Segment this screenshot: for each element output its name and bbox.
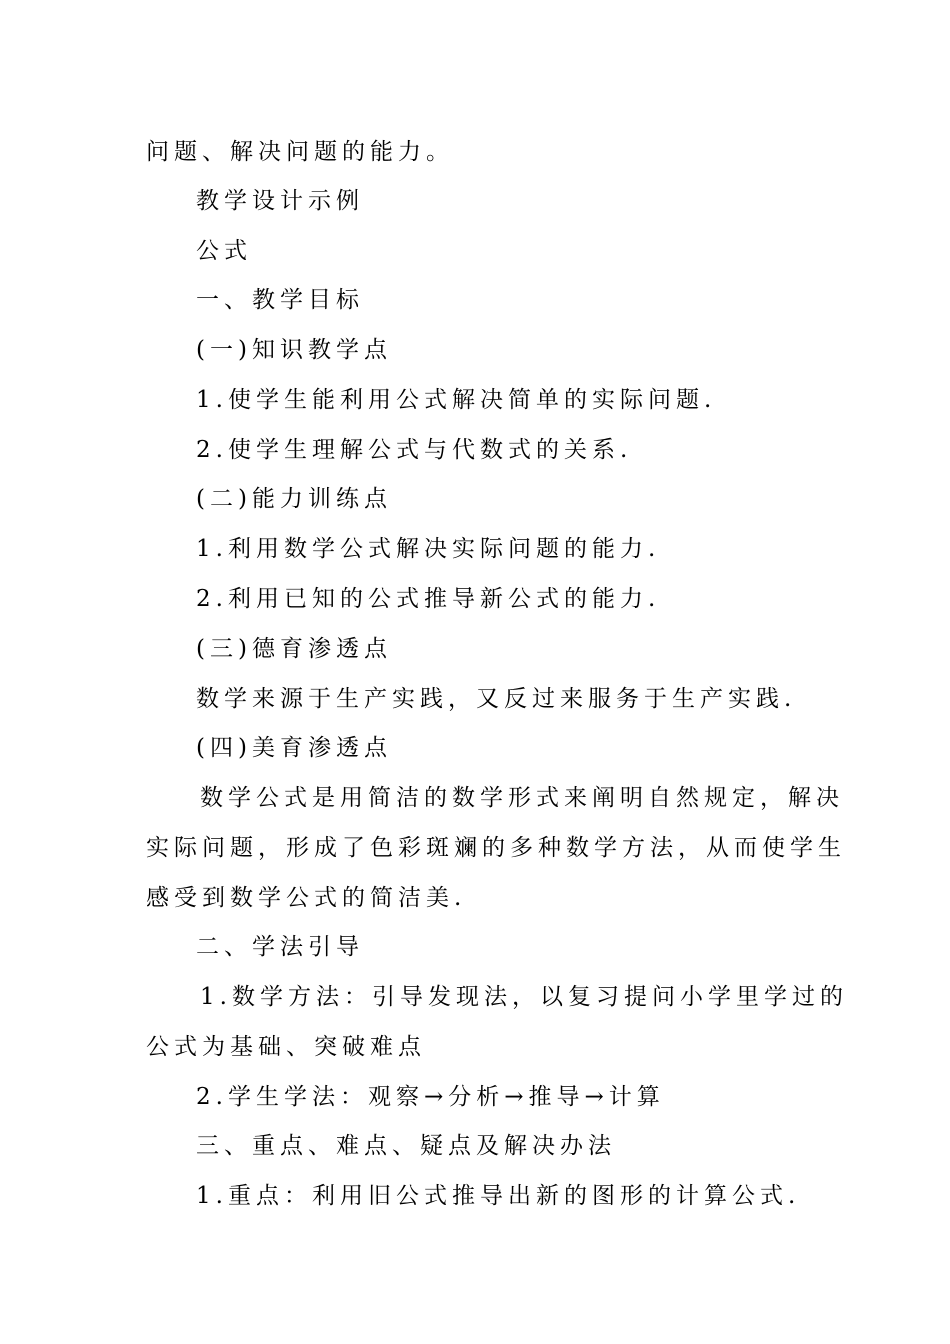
section-heading: 教学设计示例: [196, 188, 364, 214]
paragraph-line: 实际问题，形成了色彩斑斓的多种数学方法，从而使学生: [146, 835, 846, 861]
text-line: 问题、解决问题的能力。: [146, 139, 454, 165]
list-item: 2.使学生理解公式与代数式的关系.: [196, 437, 633, 463]
list-item: 1.数学方法：引导发现法，以复习提问小学里学过的: [200, 984, 848, 1010]
section-heading: 二、学法引导: [196, 934, 364, 960]
section-heading: 三、重点、难点、疑点及解决办法: [196, 1133, 616, 1159]
subsection-heading: (四)美育渗透点: [196, 735, 392, 761]
subsection-heading: (二)能力训练点: [196, 486, 392, 512]
paragraph-line: 公式为基础、突破难点: [146, 1034, 426, 1060]
paragraph-line: 数学来源于生产实践，又反过来服务于生产实践.: [196, 686, 797, 712]
paragraph-line: 感受到数学公式的简洁美.: [146, 885, 467, 911]
list-item: 1.重点：利用旧公式推导出新的图形的计算公式.: [196, 1183, 801, 1209]
list-item: 1.使学生能利用公式解决简单的实际问题.: [196, 387, 717, 413]
section-heading: 一、教学目标: [196, 287, 364, 313]
list-item: 2.利用已知的公式推导新公式的能力.: [196, 586, 661, 612]
list-item: 1.利用数学公式解决实际问题的能力.: [196, 536, 661, 562]
lesson-title: 公式: [196, 238, 252, 264]
list-item: 2.学生学法：观察→分析→推导→计算: [196, 1084, 665, 1110]
paragraph-line: 数学公式是用简洁的数学形式来阐明自然规定，解决: [200, 785, 844, 811]
subsection-heading: (三)德育渗透点: [196, 636, 392, 662]
subsection-heading: (一)知识教学点: [196, 337, 392, 363]
